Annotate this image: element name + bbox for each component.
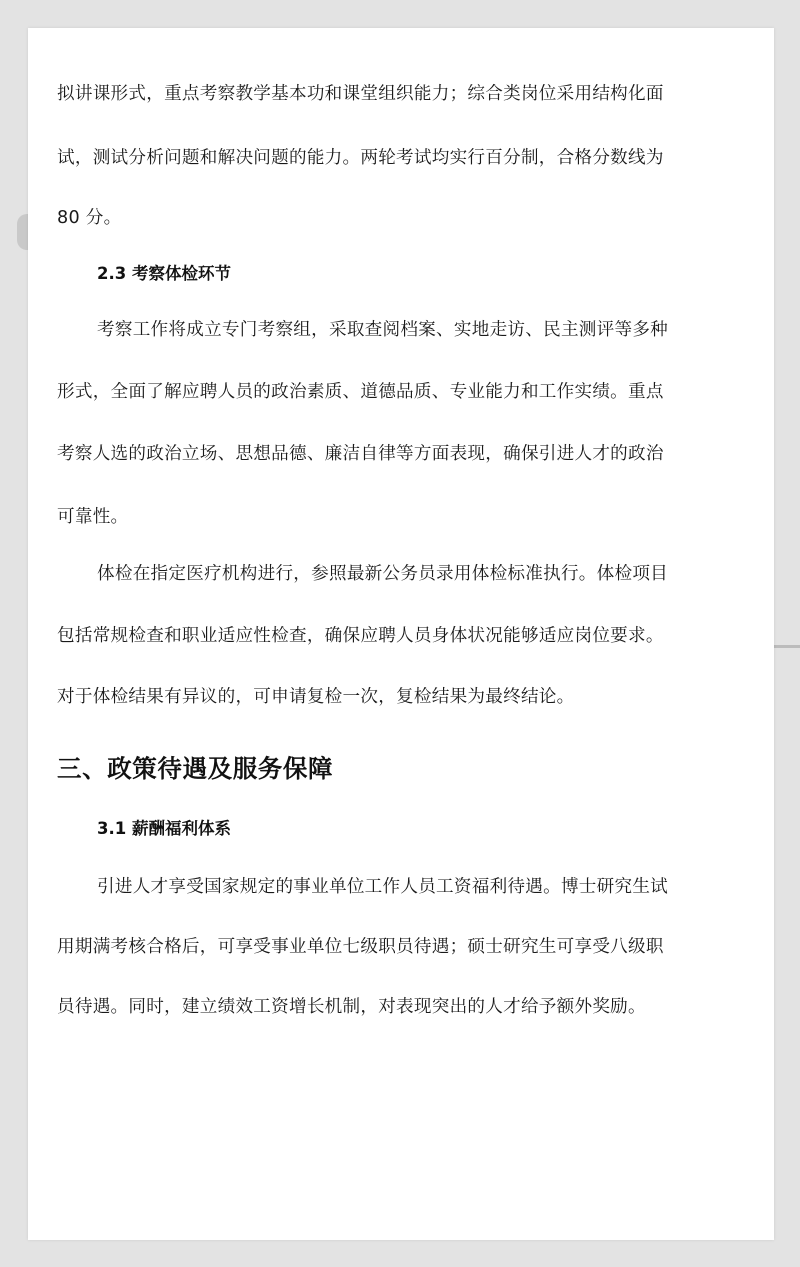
section-title-3: 三、政策待遇及服务保障: [57, 754, 334, 783]
paragraph-line: 员待遇。同时，建立绩效工资增长机制，对表现突出的人才给予额外奖励。: [57, 997, 646, 1017]
page-edge-marker: [772, 645, 800, 648]
paragraph-line: 考察工作将成立专门考察组，采取查阅档案、实地走访、民主测评等多种: [97, 320, 669, 340]
paragraph-line: 引进人才享受国家规定的事业单位工作人员工资福利待遇。博士研究生试: [97, 877, 669, 897]
paragraph-line: 形式，全面了解应聘人员的政治素质、道德品质、专业能力和工作实绩。重点: [57, 382, 664, 402]
paragraph-line: 可靠性。: [57, 507, 129, 527]
paragraph-line: 考察人选的政治立场、思想品德、廉洁自律等方面表现，确保引进人才的政治: [57, 444, 664, 464]
paragraph-line: 80 分。: [57, 208, 122, 228]
subsection-title-3-1: 3.1 薪酬福利体系: [97, 819, 231, 838]
paragraph-line: 体检在指定医疗机构进行，参照最新公务员录用体检标准执行。体检项目: [97, 564, 669, 584]
paragraph-line: 包括常规检查和职业适应性检查，确保应聘人员身体状况能够适应岗位要求。: [57, 626, 664, 646]
paragraph-line: 对于体检结果有异议的，可申请复检一次，复检结果为最终结论。: [57, 687, 575, 707]
paragraph-line: 试，测试分析问题和解决问题的能力。两轮考试均实行百分制，合格分数线为: [57, 148, 664, 168]
paragraph-line: 拟讲课形式，重点考察教学基本功和课堂组织能力；综合类岗位采用结构化面: [57, 84, 664, 104]
paragraph-line: 用期满考核合格后，可享受事业单位七级职员待遇；硕士研究生可享受八级职: [57, 937, 664, 957]
subsection-title-2-3: 2.3 考察体检环节: [97, 264, 231, 283]
